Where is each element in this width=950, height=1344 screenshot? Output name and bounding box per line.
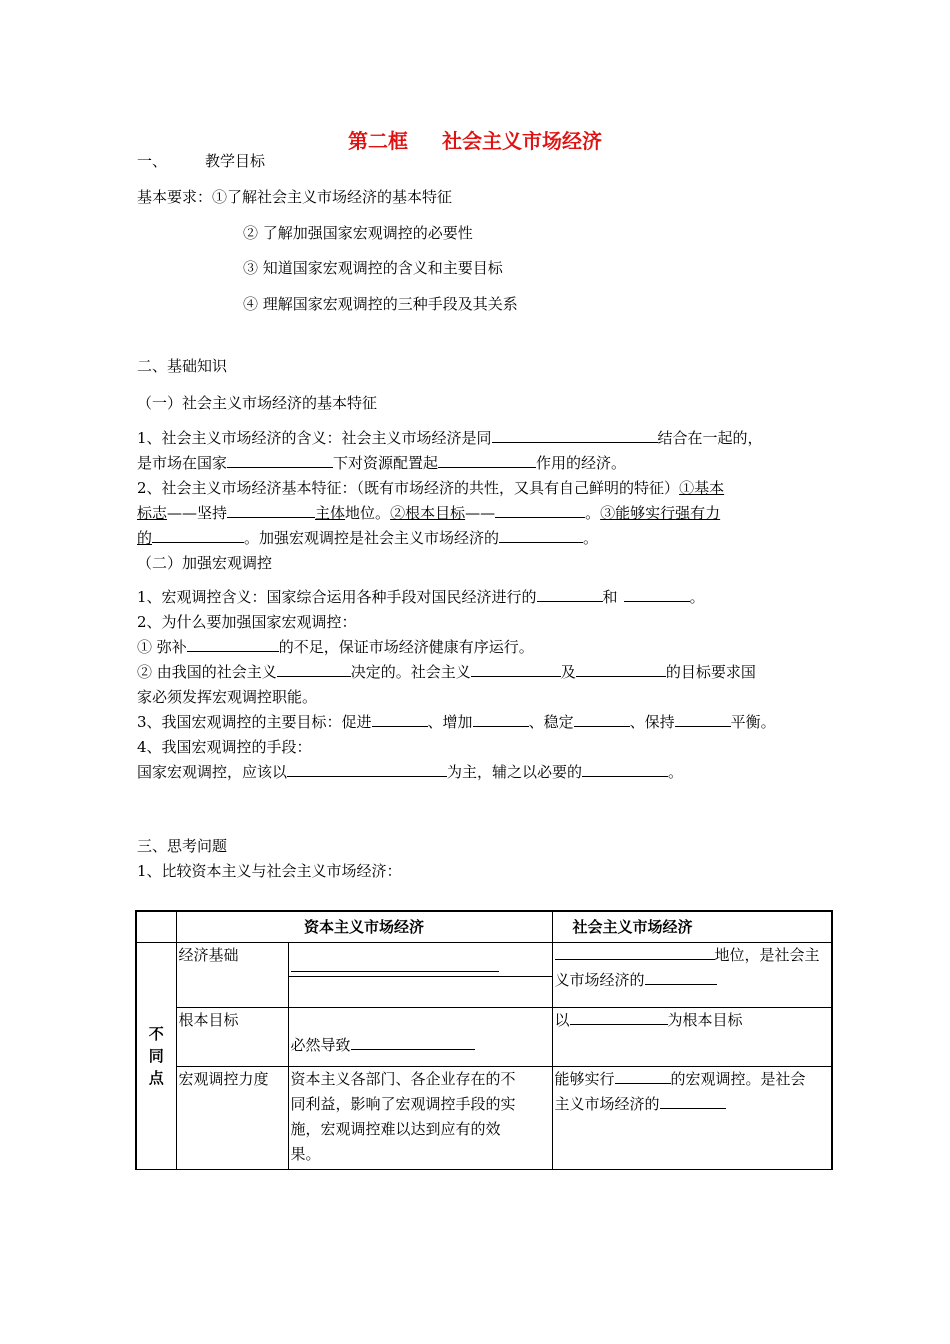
section-1-heading — [137, 151, 265, 171]
blank — [227, 503, 315, 518]
paragraph-1-line-1 — [137, 428, 763, 448]
text: 是市场在国家 — [137, 454, 228, 472]
page-title — [0, 125, 950, 154]
text: 及 — [560, 663, 576, 681]
blank — [291, 971, 499, 972]
title-part2: 社会主义市场经济 — [442, 129, 602, 153]
blank — [555, 945, 715, 960]
subsection-1-heading: （一）社会主义市场经济的基本特征 — [137, 394, 378, 412]
text: 决定的。社会主义 — [350, 663, 471, 681]
text: ①基本 — [679, 479, 725, 497]
goal-3: ③ 知道国家宏观调控的含义和主要目标 — [243, 259, 503, 277]
text: 。 — [583, 529, 599, 547]
macro-line-1 — [137, 587, 705, 607]
blank — [471, 662, 561, 677]
cell-cap-fundamental-goal — [288, 1008, 552, 1067]
text: 义市场经济的 — [554, 971, 645, 989]
section-1-title: 教学目标 — [205, 152, 266, 170]
section-1-number: 一、 — [137, 152, 168, 170]
text: 地位。 — [345, 504, 391, 522]
text: —— — [465, 504, 496, 522]
macro-line-5: 家必须发挥宏观调控职能。 — [137, 688, 318, 706]
text: 结合在一起的， — [657, 429, 763, 447]
macro-line-6 — [137, 712, 776, 732]
blank — [492, 428, 658, 443]
table-header-row — [136, 911, 832, 943]
text: 主体 — [315, 504, 346, 522]
blank — [277, 662, 351, 677]
differences-label — [136, 943, 176, 1170]
blank — [287, 762, 447, 777]
text: 强有力 — [675, 504, 721, 522]
blank — [570, 1010, 668, 1025]
row-label-fundamental-goal: 根本目标 — [176, 1008, 288, 1067]
text: 。 — [668, 763, 684, 781]
row-label-economic-base: 经济基础 — [176, 943, 288, 1008]
text: 国家宏观调控，应该以 — [137, 763, 288, 781]
text: 标志 — [137, 504, 168, 522]
table-row — [136, 1067, 832, 1170]
text: 2、社会主义市场经济基本特征：（既有市场经济的共性，又具有自己鲜明的特征） — [137, 479, 680, 497]
goal-1: ①了解社会主义市场经济的基本特征 — [212, 188, 453, 206]
text: 1、社会主义市场经济的含义：社会主义市场经济是同 — [137, 429, 492, 447]
blank — [187, 637, 279, 652]
text: 、增加 — [427, 713, 473, 731]
text: ③能够实行 — [600, 504, 676, 522]
macro-line-2: 2、为什么要加强国家宏观调控： — [137, 613, 357, 631]
blank — [351, 1035, 475, 1050]
text: 。 — [689, 588, 705, 606]
header-empty-cell — [136, 911, 176, 943]
blank — [582, 762, 668, 777]
text: 、保持 — [629, 713, 675, 731]
comparison-table — [135, 910, 833, 1170]
blank — [227, 453, 333, 468]
text: 地位，是社会主 — [714, 946, 820, 964]
blank — [499, 528, 583, 543]
goal-2: ② 了解加强国家宏观调控的必要性 — [243, 224, 473, 242]
macro-line-4 — [137, 662, 756, 682]
text: 同利益，影响了宏观调控手段的实 — [290, 1095, 516, 1113]
blank — [537, 587, 603, 602]
goals-label: 基本要求： — [137, 188, 213, 206]
text: 下对资源配置起 — [333, 454, 439, 472]
goal-line-1 — [137, 187, 452, 207]
text: 平衡。 — [730, 713, 776, 731]
section-2-heading: 二、基础知识 — [137, 357, 228, 375]
text: 和 — [602, 588, 618, 606]
blank — [438, 453, 536, 468]
text: 主义市场经济的 — [554, 1095, 660, 1113]
text: 的 — [137, 529, 153, 547]
blank — [660, 1094, 726, 1109]
cell-soc-economic-base — [552, 943, 832, 1008]
text: 的宏观调控。是社会 — [670, 1070, 806, 1088]
text: 作用的经济。 — [536, 454, 627, 472]
macro-line-8 — [137, 762, 683, 782]
blank — [473, 712, 529, 727]
side-char: 点 — [148, 1069, 164, 1087]
text: ① 弥补 — [137, 638, 187, 656]
divider — [289, 976, 553, 977]
text: 为根本目标 — [667, 1011, 743, 1029]
text: 以 — [554, 1011, 570, 1029]
paragraph-1-line-2 — [137, 453, 626, 473]
text: 必然导致 — [290, 1036, 351, 1054]
table-row — [136, 943, 832, 1008]
text: 1、宏观调控含义：国家综合运用各种手段对国民经济进行的 — [137, 588, 537, 606]
question-1: 1、比较资本主义与社会主义市场经济： — [137, 862, 402, 880]
text: 。 — [585, 504, 601, 522]
text: 3、我国宏观调控的主要目标：促进 — [137, 713, 372, 731]
blank — [645, 970, 717, 985]
blank — [624, 587, 690, 602]
text: 。加强宏观调控是社会主义市场经济的 — [244, 529, 500, 547]
text: 果。 — [290, 1145, 321, 1163]
macro-line-7: 4、我国宏观调控的手段： — [137, 738, 312, 756]
cell-soc-macro-control — [552, 1067, 832, 1170]
header-capitalist: 资本主义市场经济 — [176, 911, 552, 943]
text: ——坚持 — [167, 504, 228, 522]
text: ② 由我国的社会主义 — [137, 663, 277, 681]
text: 、稳定 — [528, 713, 574, 731]
blank — [615, 1069, 671, 1084]
cell-cap-macro-control — [288, 1067, 552, 1170]
title-part1: 第二框 — [348, 129, 408, 153]
goal-4: ④ 理解国家宏观调控的三种手段及其关系 — [243, 295, 518, 313]
blank — [372, 712, 428, 727]
blank — [574, 712, 630, 727]
side-char: 同 — [148, 1047, 164, 1065]
blank — [675, 712, 731, 727]
subsection-2-heading: （二）加强宏观调控 — [137, 554, 273, 572]
blank — [576, 662, 666, 677]
section-3-heading: 三、思考问题 — [137, 837, 228, 855]
text: 资本主义各部门、各企业存在的不 — [290, 1070, 516, 1088]
row-label-macro-control: 宏观调控力度 — [176, 1067, 288, 1170]
paragraph-2-line-1 — [137, 478, 724, 498]
text: 能够实行 — [554, 1070, 615, 1088]
text: ②根本目标 — [390, 504, 466, 522]
text: 为主，辅之以必要的 — [447, 763, 583, 781]
paragraph-2-line-2 — [137, 503, 720, 523]
cell-cap-economic-base — [288, 943, 552, 1008]
table-row — [136, 1008, 832, 1067]
side-char: 不 — [148, 1025, 164, 1043]
macro-line-3 — [137, 637, 534, 657]
cell-soc-fundamental-goal — [552, 1008, 832, 1067]
text: 的目标要求国 — [665, 663, 756, 681]
blank — [495, 503, 585, 518]
text: 的不足，保证市场经济健康有序运行。 — [278, 638, 534, 656]
paragraph-2-line-3 — [137, 528, 598, 548]
text: 施，宏观调控难以达到应有的效 — [290, 1120, 501, 1138]
header-socialist: 社会主义市场经济 — [552, 911, 832, 943]
blank — [152, 528, 244, 543]
